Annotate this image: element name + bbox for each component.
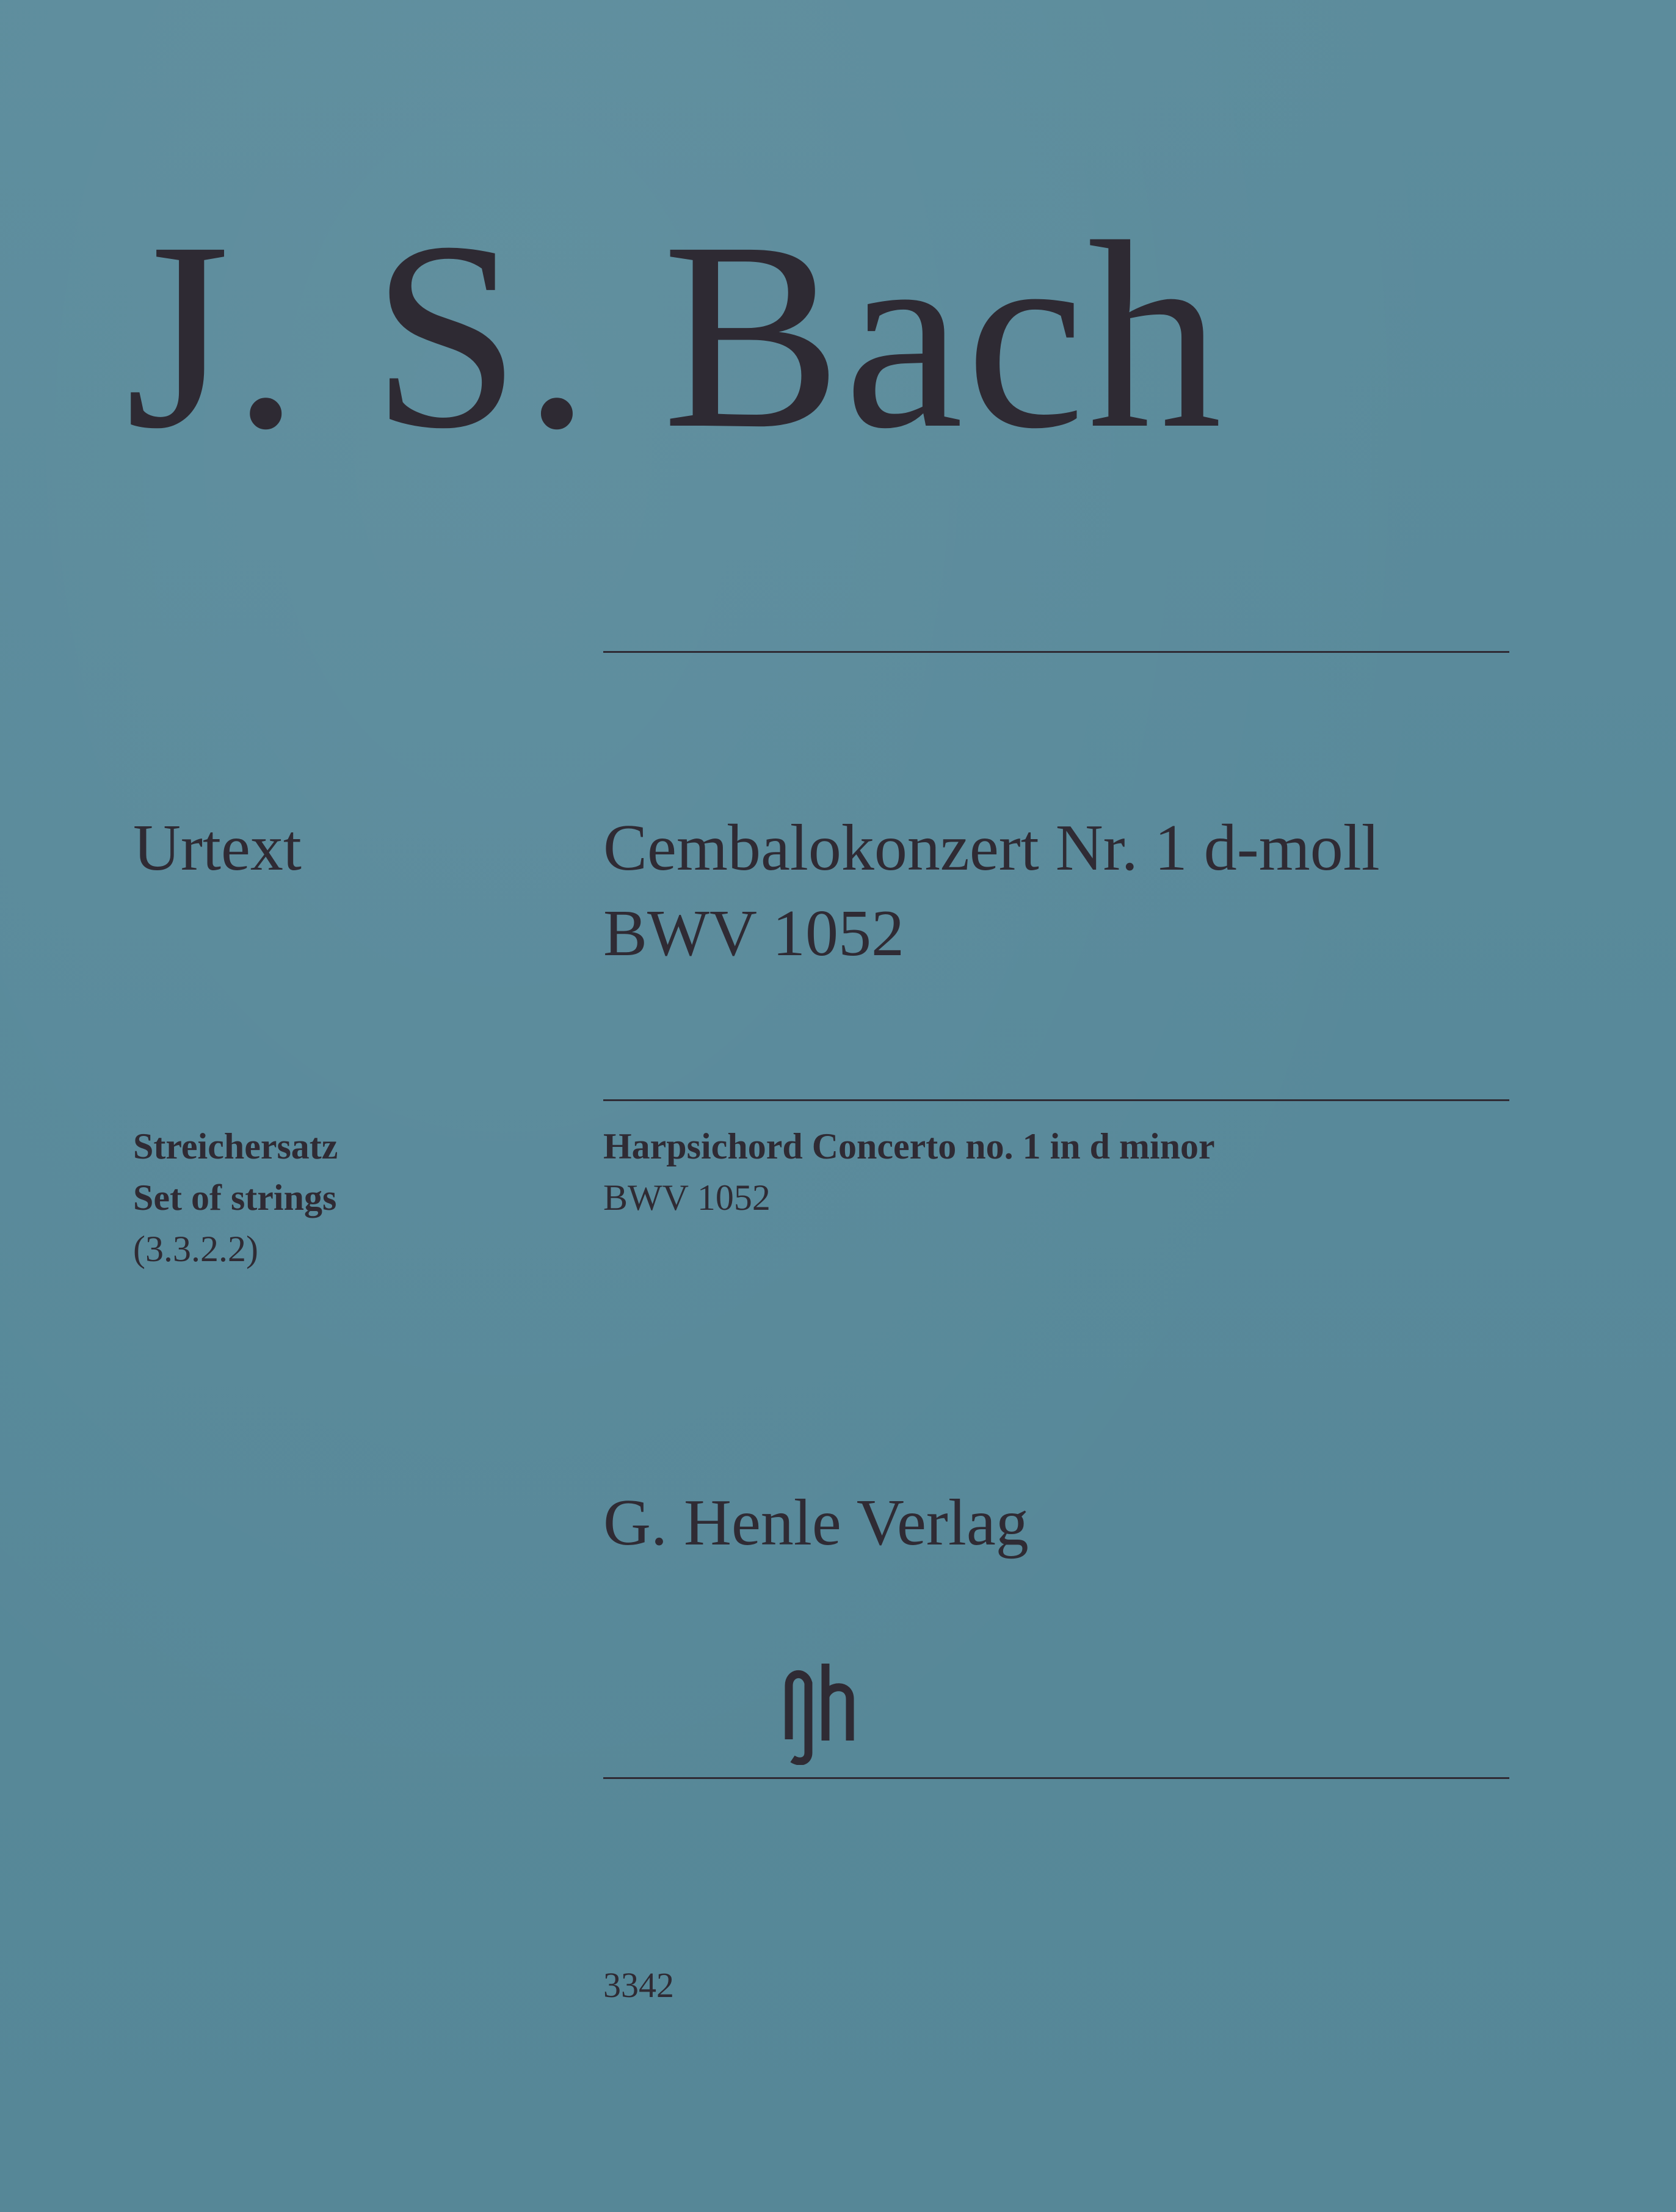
arrangement-scoring: (3.3.2.2) — [133, 1229, 258, 1269]
publisher-name: G. Henle Verlag — [603, 1486, 1029, 1559]
title-german: Cembalokonzert Nr. 1 d-moll — [603, 812, 1380, 884]
divider-bottom — [603, 1777, 1509, 1779]
title-english: Harpsichord Concerto no. 1 in d minor — [603, 1126, 1215, 1166]
divider-middle — [603, 1099, 1509, 1101]
edition-number: 3342 — [603, 1965, 674, 2005]
title-english-block — [603, 1121, 1215, 1223]
catalogue-number-german: BWV 1052 — [603, 897, 905, 970]
divider-top — [603, 651, 1509, 653]
composer-name: J. S. Bach — [125, 187, 1224, 484]
series-label: Urtext — [133, 812, 302, 884]
catalogue-number-english: BWV 1052 — [603, 1177, 771, 1218]
arrangement-german: Streichersatz — [133, 1126, 338, 1166]
henle-monogram-logo-icon — [775, 1661, 867, 1765]
arrangement-block — [133, 1121, 338, 1275]
arrangement-english: Set of strings — [133, 1177, 337, 1218]
